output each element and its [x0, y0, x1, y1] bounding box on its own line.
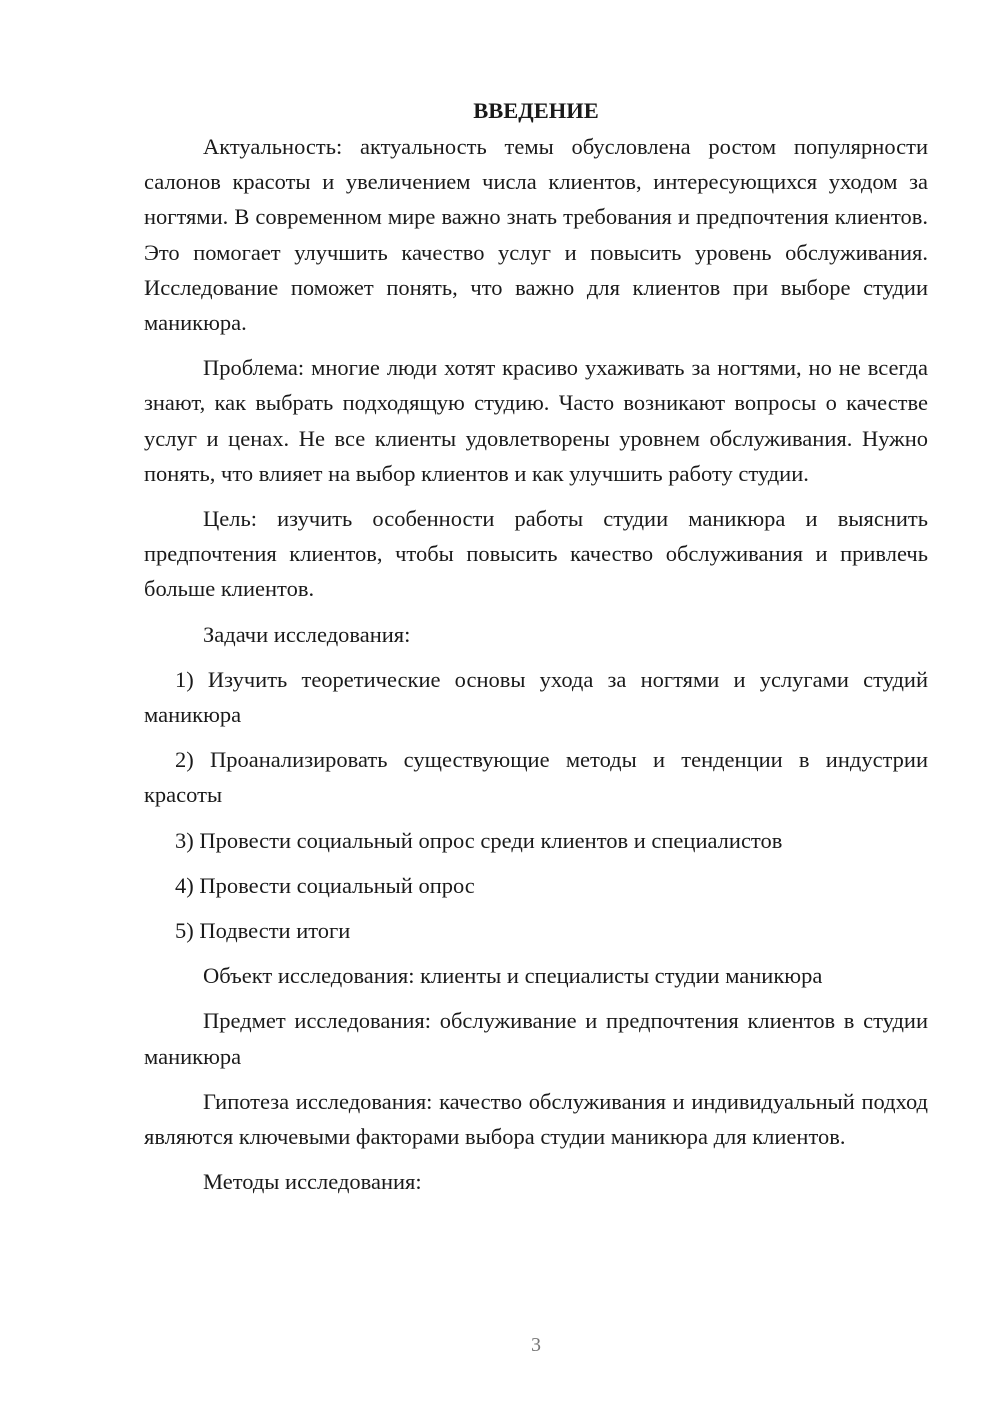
subject-paragraph: Предмет исследования: обслуживание и предпочтения клиентов в студии маникюра: [144, 1008, 928, 1069]
task-item-3: 3) Провести социальный опрос среди клиентов и специалистов: [175, 827, 783, 853]
task-item-2: 2) Проанализировать существующие методы и тенденции в индустрии красоты: [144, 747, 928, 808]
task-item-5: 5) Подвести итоги: [175, 918, 351, 944]
goal-paragraph: Цель: изучить особенности работы студии маникюра и выяснить предпочтения клиентов, чтобы повысить качество обслуживания и привлечь больше клиентов.: [144, 506, 928, 602]
hypothesis-paragraph: Гипотеза исследования: качество обслуживания и индивидуальный подход являются ключевыми факторами выбора студии маникюра для клиентов.: [144, 1088, 928, 1150]
relevance-paragraph: Актуальность: актуальность темы обусловлена ростом популярности салонов красоты и увеличением числа клиентов, интересующихся уходом за ногтями. В современном мире важно знать требования и предпочтения клиентов. Это помогает улучшить качество услуг и повысить уровень обслуживания. Исследование поможет понять, что важно для клиентов при выборе студии маникюра.: [144, 134, 928, 336]
task-item-4: 4) Провести социальный опрос: [175, 872, 475, 898]
problem-paragraph: Проблема: многие люди хотят красиво ухаживать за ногтями, но не всегда знают, как выбрать подходящую студию. Часто возникают вопросы о качестве услуг и ценах. Не все клиенты удовлетворены уровнем обслуживания. Нужно понять, что влияет на выбор клиентов и как улучшить работу студии.: [144, 355, 928, 486]
page-number: 3: [531, 1334, 541, 1356]
methods-paragraph: Методы исследования:: [203, 1169, 422, 1195]
section-heading: ВВЕДЕНИЕ: [473, 98, 599, 123]
tasks-heading: Задачи исследования:: [203, 621, 411, 647]
page-content: [144, 93, 928, 1199]
task-item-1: 1) Изучить теоретические основы ухода за ногтями и услугами студий маникюра: [144, 666, 928, 728]
object-paragraph: Объект исследования: клиенты и специалисты студии маникюра: [203, 963, 823, 989]
